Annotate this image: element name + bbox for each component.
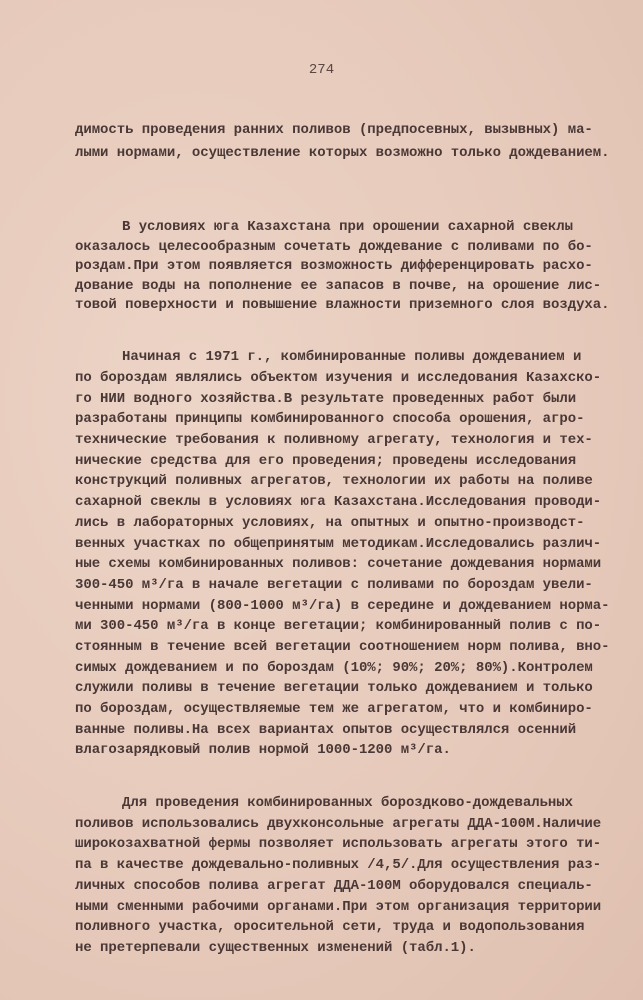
text-line: В условиях юга Казахстана при орошении сахарной свеклы: [122, 219, 573, 236]
text-line: ченными нормами (800-1000 м³/га) в середине и дождеванием норма-: [75, 597, 610, 614]
text-line: симых дождеванием и по бороздам (10%; 90%; 20%; 80%).Контролем: [75, 659, 593, 676]
text-line: товой поверхности и повышение влажности приземного слоя воздуха.: [75, 296, 610, 313]
text-line: конструкций поливных агрегатов, технологии их работы на поливе: [75, 473, 593, 490]
paragraph: [75, 120, 615, 163]
text-line: поливного участка, оросительной сети, труда и водопользования: [75, 919, 585, 936]
text-line: венных участках по общепринятым методикам.Исследовались различ-: [75, 535, 602, 552]
text-line: личных способов полива агрегат ДДА-100М оборудовался специаль-: [75, 877, 593, 894]
text-line: па в качестве дождевально-поливных /4,5/.Для осуществления раз-: [75, 857, 602, 874]
text-line: служили поливы в течение вегетации только дождеванием и только: [75, 680, 593, 697]
text-line: Для проведения комбинированных бороздково-дождевальных: [122, 795, 573, 812]
text-line: лись в лабораторных условиях, на опытных и опытно-производст-: [75, 514, 585, 531]
page-number: 274: [308, 62, 335, 78]
text-line: ми 300-450 м³/га в конце вегетации; комбинированный полив с по-: [75, 618, 602, 635]
text-line: го НИИ водного хозяйства.В результате проведенных работ были: [75, 390, 577, 407]
text-line: 300-450 м³/га в начале вегетации с поливами по бороздам увели-: [75, 576, 593, 593]
text-line: широкозахватной фермы позволяет использовать агрегаты этого ти-: [75, 836, 602, 853]
text-line: стоянным в течение всей вегетации соотношением норм полива, вно-: [75, 638, 610, 655]
paragraph: [75, 793, 615, 959]
text-line: роздам.При этом появляется возможность дифференцировать расхо-: [75, 258, 593, 275]
text-line: ными сменными рабочими органами.При этом организация территории: [75, 898, 602, 915]
text-line: сахарной свеклы в условиях юга Казахстана.Исследования проводи-: [75, 494, 602, 511]
body-text: [75, 88, 615, 991]
text-line: дование воды на пополнение ее запасов в почве, на орошение лис-: [75, 277, 602, 294]
text-line: ванные поливы.На всех вариантах опытов осуществлялся осенний: [75, 721, 577, 738]
text-line: не претерпевали существенных изменений (табл.1).: [75, 939, 476, 956]
text-line: оказалось целесообразным сочетать дождевание с поливами по бо-: [75, 238, 593, 255]
text-line: ные схемы комбинированных поливов: сочетание дождевания нормами: [75, 556, 602, 573]
text-line: по бороздам являлись объектом изучения и исследования Казахско-: [75, 370, 602, 387]
text-line: разработаны принципы комбинированного способа орошения, агро-: [75, 411, 585, 428]
text-line: влагозарядковый полив нормой 1000-1200 м³/га.: [75, 742, 451, 759]
text-line: димость проведения ранних поливов (предпосевных, вызывных) ма-: [75, 122, 593, 138]
text-line: лыми нормами, осуществление которых возможно только дождеванием.: [75, 144, 610, 161]
text-line: Начиная с 1971 г., комбинированные поливы дождеванием и: [122, 349, 582, 366]
text-line: нические средства для его проведения; проведены исследования: [75, 452, 577, 469]
paragraph: [75, 347, 615, 761]
text-line: по бороздам, осуществляемые тем же агрегатом, что и комбиниро-: [75, 701, 593, 718]
paragraph: [75, 218, 615, 315]
text-line: технические требования к поливному агрегату, технология и тех-: [75, 432, 593, 449]
text-line: поливов использовались двухконсольные агрегаты ДДА-100М.Наличие: [75, 815, 602, 832]
